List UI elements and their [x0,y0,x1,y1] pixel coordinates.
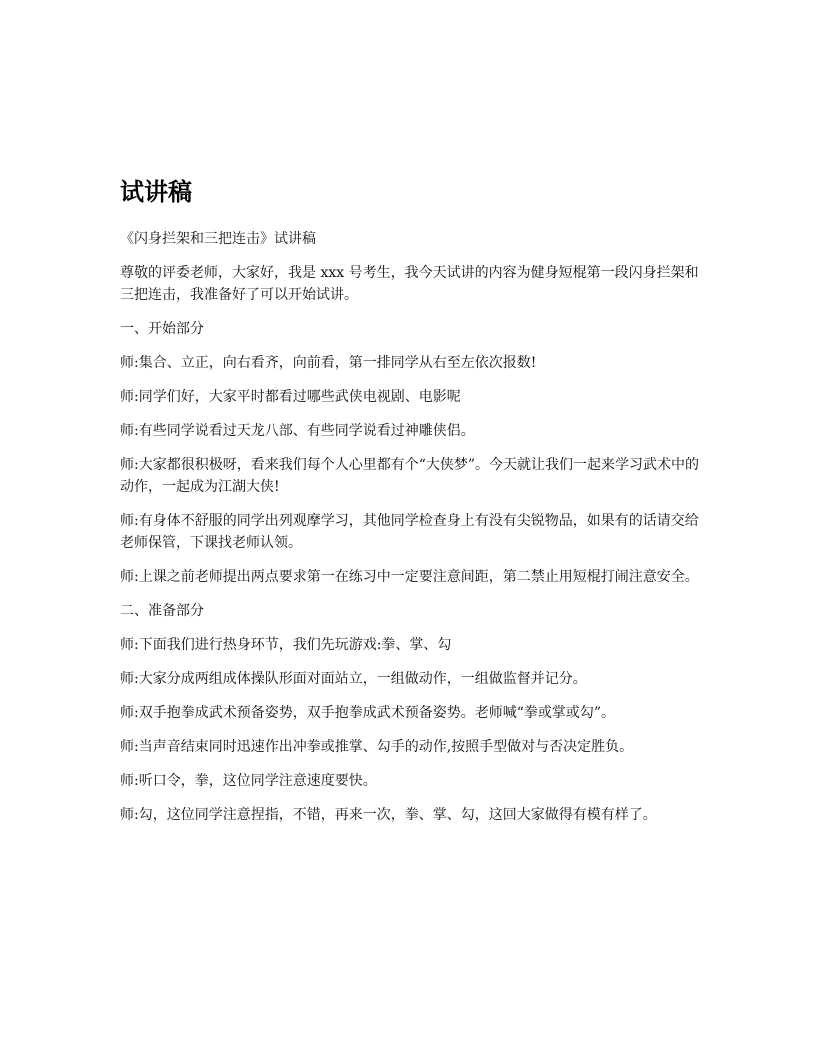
paragraph: 师:同学们好，大家平时都看过哪些武侠电视剧、电影呢 [120,389,461,405]
paragraph: 师:集合、立正，向右看齐，向前看，第一排同学从右至左依次报数! [120,355,537,371]
lecture-heading: 《闪身拦架和三把连击》试讲稿 [120,231,316,247]
paragraph: 师:当声音结束同时迅速作出冲拳或推掌、勾手的动作,按照手型做对与否决定胜负。 [120,739,634,755]
document-title: 试讲稿 [120,178,192,206]
paragraph: 师:大家都很积极呀，看来我们每个人心里都有个“大侠梦”。今天就让我们一起来学习武术中的动作，一起成为江湖大侠! [120,457,700,495]
intro-paragraph: 尊敬的评委老师，大家好，我是 xxx 号考生，我今天试讲的内容为健身短棍第一段闪身拦架和三把连击，我准备好了可以开始试讲。 [120,265,699,303]
section-heading-prep: 二、准备部分 [120,603,204,619]
paragraph: 师:下面我们进行热身环节，我们先玩游戏:拳、掌、勾 [120,637,452,653]
paragraph: 师:有些同学说看过天龙八部、有些同学说看过神雕侠侣。 [120,423,475,439]
section-heading-start: 一、开始部分 [120,321,204,337]
paragraph: 师:上课之前老师提出两点要求第一在练习中一定要注意间距，第二禁止用短棍打闹注意安全。 [120,569,699,585]
document-page [120,176,704,838]
paragraph: 师:勾，这位同学注意捏指，不错，再来一次，拳、掌、勾，这回大家做得有模有样了。 [120,807,657,823]
paragraph: 师:大家分成两组成体操队形面对面站立，一组做动作，一组做监督并记分。 [120,671,587,687]
paragraph: 师:双手抱拳成武术预备姿势，双手抱拳成武术预备姿势。老师喊“拳或掌或勾”。 [120,705,616,721]
paragraph: 师:听口令，拳，这位同学注意速度要快。 [120,773,377,789]
paragraph: 师:有身体不舒服的同学出列观摩学习，其他同学检查身上有没有尖锐物品，如果有的话请交给老师保管，下课找老师认领。 [120,513,699,551]
